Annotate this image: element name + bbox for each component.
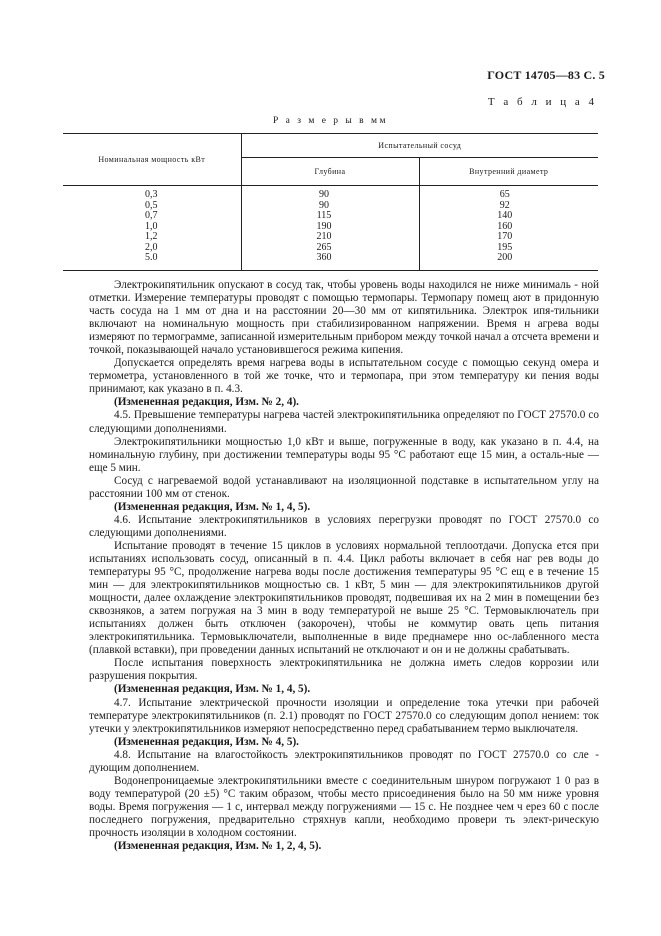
- page-header: ГОСТ 14705—83 С. 5: [487, 68, 605, 82]
- column-header-vessel: Испытательный сосуд: [241, 134, 598, 158]
- diameter-cell: 200: [497, 252, 513, 263]
- amendment-note: (Измененная редакция, Изм. № 1, 4, 5).: [114, 683, 311, 696]
- table-subtitle: Р а з м е р ы в мм: [272, 116, 389, 126]
- body-text: [89, 279, 599, 853]
- depth-cell: 210: [241, 232, 419, 243]
- paragraph: 4.5. Превышение температуры нагрева частей электрокипятильника определяют по ГОСТ 27570.0 со следующими дополнениями.: [89, 409, 599, 435]
- power-cell: 0,5: [63, 201, 241, 212]
- paragraph: Электрокипятильники мощностью 1,0 кВт и выше, погруженные в воду, как указано в п. 4.4, на номинальную глубину, при достижении температуры воды 95 °С работают еще 15 мин, а осталь-ные — еще 5 мин.: [89, 435, 599, 474]
- dimensions-table: [63, 133, 598, 271]
- paragraph: После испытания поверхность электрокипятильника не должна иметь следов коррозии или разрушения покрытия.: [89, 657, 599, 683]
- power-cell: 5.0: [63, 253, 241, 264]
- diameter-cell: 160: [497, 220, 513, 232]
- paragraph: Допускается определять время нагрева воды в испытательном сосуде с помощью секунд омера и термометра, установленного в той же точке, что и термопара, при этом температуру ки пения воды принимают, как указано в п. 4.3.: [89, 357, 599, 396]
- column-header-power: Номинальная мощность кВт: [63, 134, 241, 186]
- depth-cell: 265: [241, 243, 419, 254]
- amendment-note: (Измененная редакция, Изм. № 1, 2, 4, 5).: [114, 840, 322, 853]
- diameter-cell: 65: [499, 189, 510, 200]
- column-header-depth: Глубина: [241, 158, 419, 186]
- depth-cell: 190: [241, 222, 419, 233]
- depth-cell: 90: [241, 190, 419, 201]
- depth-cell: 90: [241, 201, 419, 212]
- paragraph: Электрокипятильник опускают в сосуд так, чтобы уровень воды находился не ниже минималь - ной отметки. Измерение температуры проводят с помощью термопары. Термопару помещ ают в придонную часть сосуда на 1 мм от дна и на расстоянии 20—30 мм от кипятильника. Электрок ипя-тильники включают на номинальную мощность при стабилизированном напряжении. Время н агрева воды измеряют по термограмме, записанной измерительным прибором между точкой начал а отсчета времени и точкой, показывающей начало установившегося режима кипения.: [89, 279, 599, 357]
- paragraph: Испытание проводят в течение 15 циклов в условиях нормальной теплоотдачи. Допуска ется при испытаниях использовать сосуд, описанный в п. 4.4. Цикл работы включает в себя наг рев воды до температуры 95 °С, продолжение нагрева воды после достижения температуры 95 °С ещ е в течение 15 мин — для электрокипятильников мощностью св. 1 кВт, 5 мин — для электрокипятильников другой мощности, далее охлаждение электрокипятильников проводят, подвешивая их на 2 мин в помещении без сквозняков, а затем погружая на 3 мин в воду температурой не выше 25 °С. Термовыключатель при испытаниях должен быть отключен (закорочен), чтобы не коммутир овать цепь питания электрокипятильника. Термовыключатели, выполненные в виде преднамере нно ос-лабленного места (плавкой вставки), при проведении данных испытаний не отключают и он и не должны срабатывать.: [89, 539, 599, 657]
- power-cell: 1,2: [63, 232, 241, 243]
- power-cell: 2,0: [63, 243, 241, 254]
- diameter-cell: 140: [497, 210, 513, 221]
- diameter-cell: 170: [497, 231, 513, 242]
- diameter-cell: 92: [499, 199, 510, 211]
- power-cell: 0,7: [63, 211, 241, 222]
- paragraph: 4.6. Испытание электрокипятильников в условиях перегрузки проводят по ГОСТ 27570.0 со следующими дополнениями.: [89, 513, 599, 539]
- amendment-note: (Измененная редакция, Изм. № 4, 5).: [114, 735, 299, 748]
- paragraph: Сосуд с нагреваемой водой устанавливают на изоляционной подставке в испытательном углу на расстоянии 100 мм от стенок.: [89, 474, 599, 500]
- table-row: [63, 253, 598, 264]
- power-cell: 0,3: [63, 190, 241, 201]
- table-row: [63, 190, 598, 201]
- table-caption: Т а б л и ц а 4: [487, 96, 597, 108]
- depth-cell: 115: [241, 211, 419, 222]
- column-header-diameter: Внутренний диаметр: [419, 158, 598, 186]
- amendment-note: (Измененная редакция, Изм. № 1, 4, 5).: [114, 500, 311, 513]
- paragraph: Водонепроницаемые электрокипятильники вместе с соединительным шнуром погружают 1 0 раз в воду температурой (20 ±5) °С таким образом, чтобы место присоединения было на 50 мм ниже уровня воды. Время погружения — 1 с, интервал между погружениями — 15 с. Не позднее чем ч ерез 60 с после последнего погружения, предварительно стряхнув капли, необходимо провери ть элект-рическую прочность изоляции в холодном состоянии.: [89, 774, 599, 839]
- table-row: [63, 211, 598, 222]
- amendment-note: (Измененная редакция, Изм. № 2, 4).: [114, 396, 299, 409]
- power-cell: 1,0: [63, 222, 241, 233]
- depth-cell: 360: [241, 253, 419, 264]
- paragraph: 4.7. Испытание электрической прочности изоляции и определение тока утечки при рабочей температуре электрокипятильников (п. 2.1) проводят по ГОСТ 27570.0 со следующим допол нением: ток утечки у электрокипятильников измеряют непосредственно перед срабатыванием термо выключателя.: [89, 696, 599, 735]
- table-row: [63, 232, 598, 243]
- paragraph: 4.8. Испытание на влагостойкость электрокипятильников проводят по ГОСТ 27570.0 со сле - дующим дополнением.: [89, 748, 599, 774]
- diameter-cell: 195: [497, 241, 513, 253]
